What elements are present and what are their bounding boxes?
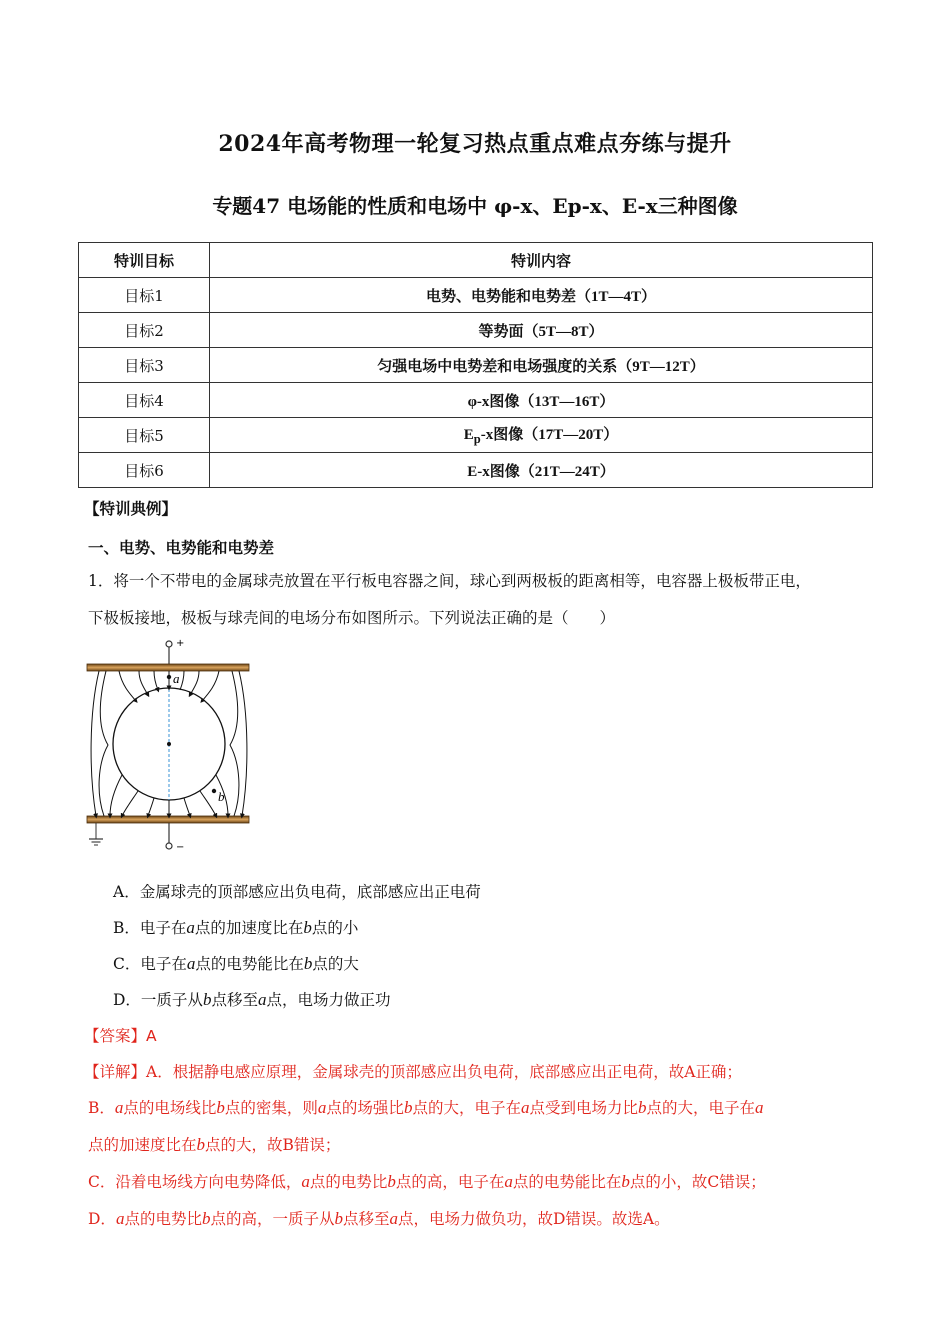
table-row: [79, 313, 873, 348]
target-cell: 目标4: [79, 383, 210, 418]
answer: 【答案】A: [84, 1027, 157, 1045]
header-content: 特训内容: [210, 243, 873, 278]
target-cell: 目标1: [79, 278, 210, 313]
explanation-line-5: D．a点的电势比b点的高，一质子从b点移至a点，电场力做负功，故D错误。故选A。: [88, 1209, 670, 1228]
bottom-plate: [87, 816, 249, 823]
target-cell: 目标2: [79, 313, 210, 348]
table-row: [79, 278, 873, 313]
section-heading: 一、电势、电势能和电势差: [88, 538, 275, 557]
content-cell: 电势、电势能和电势差（1T—4T）: [210, 278, 873, 313]
explanation-line-4: C．沿着电场线方向电势降低，a点的电势比b点的高，电子在a点的电势能比在b点的小，故C错误；: [88, 1172, 766, 1191]
header-target: 特训目标: [79, 243, 210, 278]
table-row: [79, 383, 873, 418]
point-a: [167, 675, 171, 679]
top-plate: [87, 664, 249, 671]
label-a: a: [173, 671, 180, 686]
content-main: E: [463, 427, 474, 443]
explanation-line-3: 点的加速度比在b点的大，故B错误；: [88, 1135, 341, 1154]
content-cell: 等势面（5T—8T）: [210, 313, 873, 348]
label-b: b: [218, 789, 225, 804]
option-d: D．一质子从b点移至a点，电场力做正功: [113, 990, 391, 1009]
table-row: [79, 348, 873, 383]
target-cell: 目标3: [79, 348, 210, 383]
content-rest: -x图像（17T—20T）: [480, 427, 619, 443]
page-title: 2024年高考物理一轮复习热点重点难点夯练与提升: [218, 131, 732, 157]
capacitor-field-figure: [84, 633, 254, 858]
content-cell: [210, 418, 873, 453]
content-cell: E-x图像（21T—24T）: [210, 453, 873, 488]
content-cell: 匀强电场中电势差和电场强度的关系（9T—12T）: [210, 348, 873, 383]
option-c: C．电子在a点的电势能比在b点的大: [113, 954, 359, 973]
option-b: B．电子在a点的加速度比在b点的小: [113, 918, 359, 937]
minus-sign: −: [176, 842, 185, 853]
question-line-1: 1．将一个不带电的金属球壳放置在平行板电容器之间，球心到两极板的距离相等，电容器上极板带正电，: [88, 572, 811, 590]
point-b: [212, 789, 216, 793]
training-targets-table: [78, 242, 873, 488]
explanation-line-1: 【详解】A．根据静电感应原理，金属球壳的顶部感应出负电荷，底部感应出正电荷，故A正确；: [84, 1063, 742, 1081]
section-tag: 【特训典例】: [84, 499, 178, 518]
table-row: [79, 453, 873, 488]
explanation-line-2: B．a点的电场线比b点的密集，则a点的场强比b点的大，电子在a点受到电场力比b点的大，电子在a: [88, 1098, 764, 1117]
table-row: [79, 418, 873, 453]
option-a: A．金属球壳的顶部感应出负电荷，底部感应出正电荷: [113, 883, 481, 901]
question-line-2: 下极板接地，极板与球壳间的电场分布如图所示。下列说法正确的是（ ）: [88, 609, 616, 627]
target-cell: 目标5: [79, 418, 210, 453]
plus-sign: +: [176, 638, 185, 649]
table-header-row: [79, 243, 873, 278]
page-subtitle: 专题47 电场能的性质和电场中 φ-x、Ep-x、E-x三种图像: [212, 194, 738, 218]
target-cell: 目标6: [79, 453, 210, 488]
content-cell: φ-x图像（13T—16T）: [210, 383, 873, 418]
content-subscript: p: [473, 432, 481, 446]
